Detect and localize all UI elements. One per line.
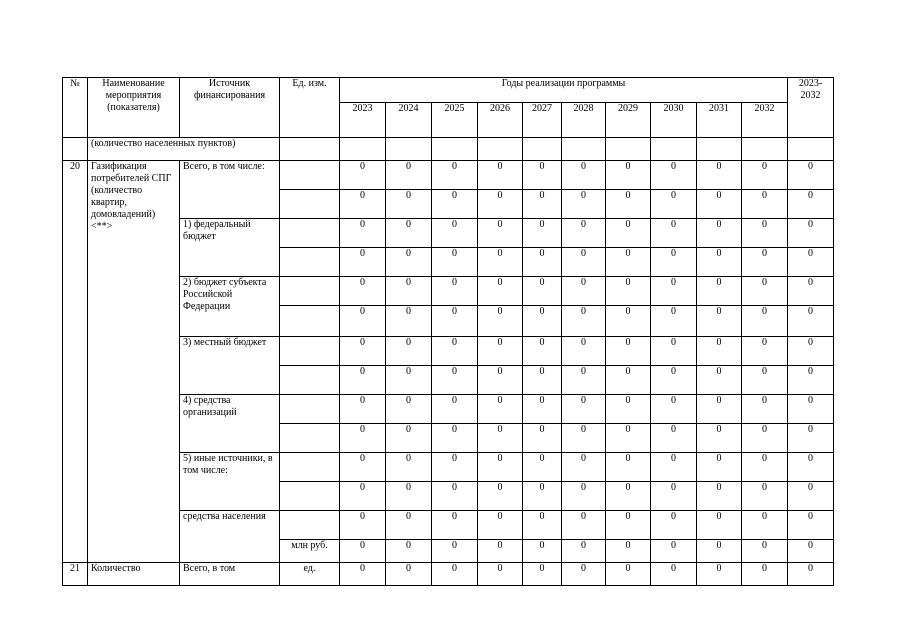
header-name: Наименование мероприятия (показателя) [88, 78, 180, 138]
value-cell: 0 [523, 395, 562, 424]
value-cell: 0 [432, 482, 478, 511]
value-cell: 0 [386, 306, 432, 337]
value-cell: 0 [432, 161, 478, 190]
value-cell: 0 [606, 277, 651, 306]
header-total: 2023-2032 [788, 78, 834, 138]
value-cell: 0 [523, 219, 562, 248]
value-cell: 0 [697, 453, 742, 482]
header-num: № [63, 78, 88, 138]
value-cell: 0 [651, 190, 697, 219]
row20-unit [280, 277, 340, 306]
value-cell: 0 [562, 563, 606, 586]
value-cell: 0 [340, 563, 386, 586]
value-cell: 0 [386, 277, 432, 306]
value-cell: 0 [523, 248, 562, 277]
value-cell: 0 [742, 453, 788, 482]
value-cell: 0 [340, 366, 386, 395]
value-cell: 0 [478, 511, 523, 540]
value-cell: 0 [523, 337, 562, 366]
cont-num [63, 138, 88, 161]
value-cell: 0 [523, 306, 562, 337]
row20-unit [280, 337, 340, 366]
value-cell: 0 [788, 161, 834, 190]
value-cell: 0 [742, 306, 788, 337]
value-cell: 0 [523, 482, 562, 511]
row20-unit [280, 248, 340, 277]
header-year-2031: 2031 [697, 103, 742, 138]
value-cell: 0 [651, 219, 697, 248]
value-cell: 0 [606, 337, 651, 366]
value-cell: 0 [478, 248, 523, 277]
value-cell: 0 [523, 511, 562, 540]
row20-unit [280, 424, 340, 453]
value-cell: 0 [606, 511, 651, 540]
value-cell: 0 [562, 453, 606, 482]
value-cell: 0 [697, 482, 742, 511]
value-cell: 0 [523, 540, 562, 563]
header-year-2023: 2023 [340, 103, 386, 138]
row20-line [63, 161, 834, 190]
header-year-2025: 2025 [432, 103, 478, 138]
value-cell: 0 [562, 482, 606, 511]
value-cell: 0 [697, 306, 742, 337]
header-year-2032: 2032 [742, 103, 788, 138]
value-cell: 0 [606, 540, 651, 563]
value-cell: 0 [386, 424, 432, 453]
header-year-2026: 2026 [478, 103, 523, 138]
value-cell: 0 [432, 337, 478, 366]
value-cell: 0 [478, 161, 523, 190]
value-cell: 0 [562, 248, 606, 277]
header-year-2030: 2030 [651, 103, 697, 138]
value-cell: 0 [386, 395, 432, 424]
value-cell: 0 [386, 540, 432, 563]
value-cell: 0 [697, 511, 742, 540]
value-cell: 0 [386, 453, 432, 482]
value-cell: 0 [788, 366, 834, 395]
value-cell: 0 [478, 563, 523, 586]
value-cell: 0 [432, 190, 478, 219]
value-cell: 0 [651, 563, 697, 586]
value-cell: 0 [651, 453, 697, 482]
row21-num: 21 [63, 563, 88, 586]
value-cell: 0 [478, 395, 523, 424]
value-cell: 0 [562, 337, 606, 366]
value-cell: 0 [788, 277, 834, 306]
value-cell: 0 [340, 395, 386, 424]
row20-unit [280, 219, 340, 248]
value-cell: 0 [340, 277, 386, 306]
value-cell: 0 [697, 190, 742, 219]
continuation-row [63, 138, 834, 161]
value-cell: 0 [651, 306, 697, 337]
value-cell: 0 [606, 161, 651, 190]
value-cell: 0 [788, 248, 834, 277]
value-cell: 0 [742, 424, 788, 453]
value-cell: 0 [697, 366, 742, 395]
value-cell: 0 [432, 306, 478, 337]
value-cell: 0 [697, 424, 742, 453]
row21-unit: ед. [280, 563, 340, 586]
value-cell: 0 [432, 540, 478, 563]
value-cell: 0 [606, 248, 651, 277]
value-cell: 0 [606, 482, 651, 511]
value-cell: 0 [432, 453, 478, 482]
row20-unit: млн руб. [280, 540, 340, 563]
value-cell: 0 [523, 277, 562, 306]
value-cell: 0 [651, 248, 697, 277]
row20-unit [280, 161, 340, 190]
value-cell: 0 [788, 563, 834, 586]
value-cell: 0 [523, 563, 562, 586]
value-cell: 0 [386, 219, 432, 248]
value-cell: 0 [340, 248, 386, 277]
value-cell: 0 [340, 453, 386, 482]
value-cell: 0 [432, 366, 478, 395]
value-cell: 0 [478, 277, 523, 306]
value-cell: 0 [742, 511, 788, 540]
row20-source-5: 4) средства организаций [180, 395, 280, 453]
row21-name: Количество [88, 563, 180, 586]
row20-source-3: 2) бюджет субъекта Российской Федерации [180, 277, 280, 337]
row20-source-1: Всего, в том числе: [180, 161, 280, 219]
value-cell: 0 [340, 306, 386, 337]
value-cell: 0 [478, 482, 523, 511]
value-cell: 0 [478, 219, 523, 248]
value-cell: 0 [340, 161, 386, 190]
value-cell: 0 [606, 190, 651, 219]
value-cell: 0 [432, 395, 478, 424]
value-cell: 0 [788, 190, 834, 219]
value-cell: 0 [478, 190, 523, 219]
cont-unit [280, 138, 340, 161]
value-cell: 0 [697, 248, 742, 277]
value-cell: 0 [478, 540, 523, 563]
value-cell: 0 [606, 366, 651, 395]
value-cell: 0 [697, 395, 742, 424]
value-cell: 0 [562, 366, 606, 395]
value-cell: 0 [606, 563, 651, 586]
row20-name: Газификация потребителей СПГ (количество квартир, домовладений) <**> [88, 161, 180, 563]
header-year-2029: 2029 [606, 103, 651, 138]
header-year-2024: 2024 [386, 103, 432, 138]
value-cell: 0 [606, 219, 651, 248]
value-cell: 0 [562, 424, 606, 453]
header-years-title: Годы реализации программы [340, 78, 788, 103]
program-table [62, 77, 834, 586]
value-cell: 0 [562, 161, 606, 190]
value-cell: 0 [697, 277, 742, 306]
value-cell: 0 [386, 248, 432, 277]
row20-unit [280, 511, 340, 540]
value-cell: 0 [340, 424, 386, 453]
value-cell: 0 [386, 482, 432, 511]
value-cell: 0 [478, 306, 523, 337]
row20-unit [280, 306, 340, 337]
value-cell: 0 [432, 219, 478, 248]
value-cell: 0 [742, 190, 788, 219]
value-cell: 0 [742, 482, 788, 511]
value-cell: 0 [788, 453, 834, 482]
header-year-2028: 2028 [562, 103, 606, 138]
value-cell: 0 [523, 190, 562, 219]
value-cell: 0 [742, 540, 788, 563]
value-cell: 0 [788, 424, 834, 453]
value-cell: 0 [742, 395, 788, 424]
value-cell: 0 [386, 190, 432, 219]
value-cell: 0 [523, 424, 562, 453]
value-cell: 0 [386, 161, 432, 190]
value-cell: 0 [651, 540, 697, 563]
row20-unit [280, 395, 340, 424]
value-cell: 0 [651, 482, 697, 511]
value-cell: 0 [742, 161, 788, 190]
value-cell: 0 [523, 161, 562, 190]
value-cell: 0 [788, 395, 834, 424]
value-cell: 0 [340, 190, 386, 219]
value-cell: 0 [651, 277, 697, 306]
value-cell: 0 [697, 337, 742, 366]
value-cell: 0 [742, 563, 788, 586]
header-source: Источник финансирования [180, 78, 280, 138]
value-cell: 0 [606, 453, 651, 482]
value-cell: 0 [386, 366, 432, 395]
row20-source-2: 1) федеральный бюджет [180, 219, 280, 277]
value-cell: 0 [788, 511, 834, 540]
value-cell: 0 [697, 563, 742, 586]
value-cell: 0 [606, 424, 651, 453]
row20-source-7: средства населения [180, 511, 280, 563]
value-cell: 0 [478, 453, 523, 482]
row20-source-4: 3) местный бюджет [180, 337, 280, 395]
value-cell: 0 [562, 540, 606, 563]
value-cell: 0 [523, 453, 562, 482]
value-cell: 0 [742, 248, 788, 277]
value-cell: 0 [742, 277, 788, 306]
value-cell: 0 [478, 424, 523, 453]
value-cell: 0 [340, 511, 386, 540]
value-cell: 0 [651, 337, 697, 366]
header-year-2027: 2027 [523, 103, 562, 138]
value-cell: 0 [386, 563, 432, 586]
value-cell: 0 [340, 482, 386, 511]
value-cell: 0 [697, 161, 742, 190]
value-cell: 0 [432, 511, 478, 540]
value-cell: 0 [606, 306, 651, 337]
header-unit: Ед. изм. [280, 78, 340, 138]
value-cell: 0 [432, 248, 478, 277]
value-cell: 0 [562, 306, 606, 337]
value-cell: 0 [697, 219, 742, 248]
value-cell: 0 [651, 161, 697, 190]
value-cell: 0 [562, 511, 606, 540]
value-cell: 0 [478, 337, 523, 366]
row20-unit [280, 190, 340, 219]
value-cell: 0 [386, 511, 432, 540]
value-cell: 0 [523, 366, 562, 395]
row21-source: Всего, в том [180, 563, 280, 586]
value-cell: 0 [697, 540, 742, 563]
value-cell: 0 [340, 540, 386, 563]
value-cell: 0 [651, 511, 697, 540]
row20-unit [280, 453, 340, 482]
value-cell: 0 [788, 337, 834, 366]
row20-unit [280, 366, 340, 395]
value-cell: 0 [432, 563, 478, 586]
value-cell: 0 [651, 395, 697, 424]
value-cell: 0 [562, 395, 606, 424]
value-cell: 0 [606, 395, 651, 424]
row20-num: 20 [63, 161, 88, 563]
value-cell: 0 [742, 366, 788, 395]
row20-unit [280, 482, 340, 511]
value-cell: 0 [386, 337, 432, 366]
value-cell: 0 [742, 337, 788, 366]
value-cell: 0 [340, 219, 386, 248]
header-row [63, 78, 834, 103]
value-cell: 0 [562, 219, 606, 248]
row20-source-6: 5) иные источники, в том числе: [180, 453, 280, 511]
cont-text: (количество населенных пунктов) [88, 138, 280, 161]
value-cell: 0 [432, 277, 478, 306]
value-cell: 0 [432, 424, 478, 453]
value-cell: 0 [651, 366, 697, 395]
value-cell: 0 [788, 306, 834, 337]
value-cell: 0 [788, 540, 834, 563]
value-cell: 0 [340, 337, 386, 366]
value-cell: 0 [788, 482, 834, 511]
value-cell: 0 [478, 366, 523, 395]
value-cell: 0 [651, 424, 697, 453]
row21 [63, 563, 834, 586]
value-cell: 0 [788, 219, 834, 248]
value-cell: 0 [562, 277, 606, 306]
value-cell: 0 [742, 219, 788, 248]
value-cell: 0 [562, 190, 606, 219]
